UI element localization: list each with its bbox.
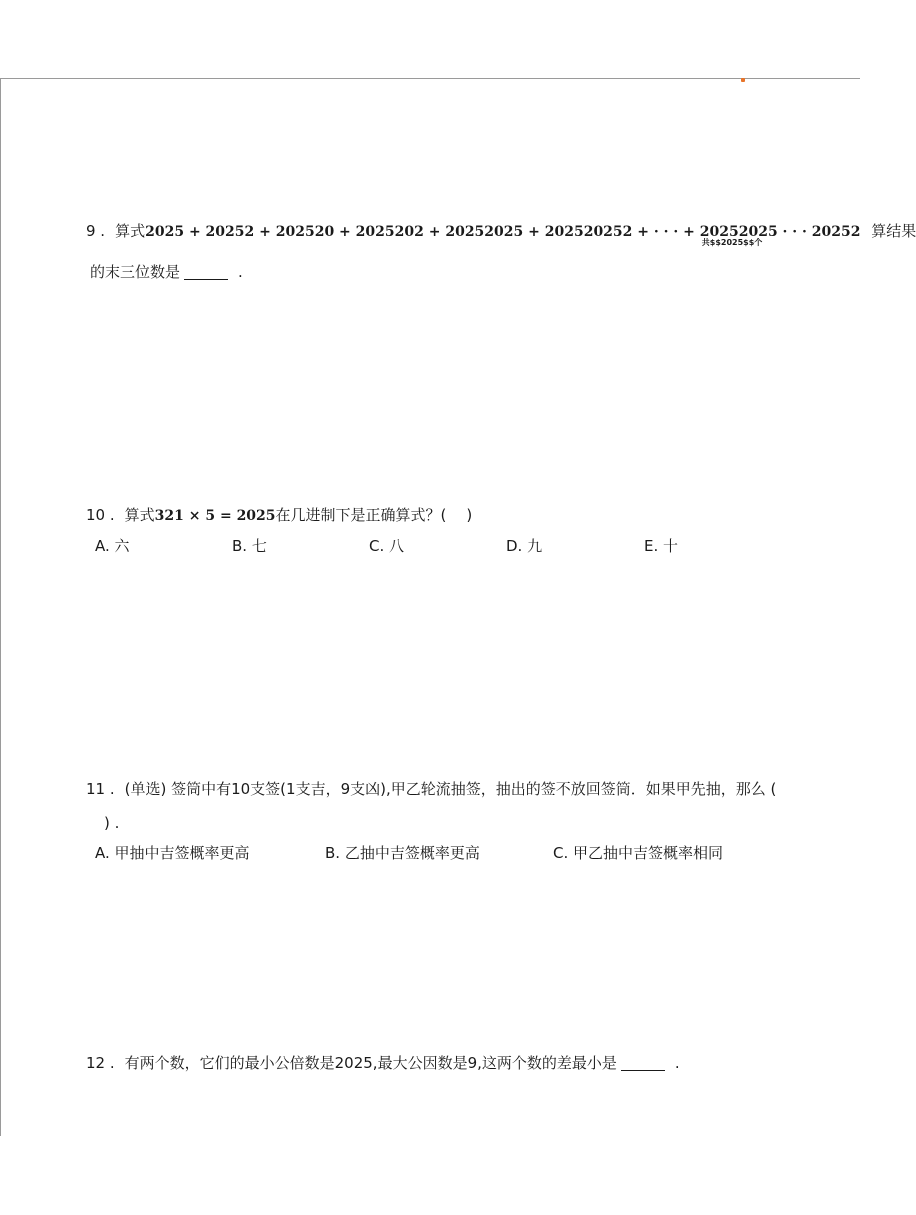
- question-12-end: .: [674, 1054, 680, 1072]
- question-number: 12 .: [86, 1054, 115, 1072]
- question-number: 10 .: [86, 506, 115, 524]
- question-11-line2-text: ) .: [104, 814, 120, 832]
- option-b[interactable]: B. 乙抽中吉签概率更高: [325, 844, 480, 862]
- question-10: [86, 505, 472, 526]
- question-9-suffix: 算结果: [871, 222, 916, 240]
- question-11-text: (单选) 签筒中有10支签(1支吉，9支凶),甲乙轮流抽签，抽出的签不放回签筒．如果甲先抽，那么 (: [124, 780, 777, 798]
- question-9-last-term-text: 20252025 · · · 20252: [699, 224, 861, 240]
- question-12-text: 有两个数，它们的最小公倍数是2025,最大公因数是9,这两个数的差最小是: [124, 1054, 617, 1072]
- option-c[interactable]: C. 甲乙抽中吉签概率相同: [553, 844, 724, 862]
- question-11-line2: [104, 813, 119, 833]
- question-9-expression: 2025 + 20252 + 202520 + 2025202 + 20252025 + 202520252 + · · · +: [145, 224, 700, 240]
- question-9-under-label: 共$$2025$$个: [701, 238, 763, 247]
- question-10-close: ): [466, 506, 473, 524]
- question-9-line1: [86, 221, 916, 247]
- question-number: 11 .: [86, 780, 115, 798]
- orange-mark: [741, 78, 745, 82]
- question-10-prefix: 算式: [124, 506, 155, 524]
- question-9-line2-text: 的末三位数是: [90, 263, 181, 281]
- option-e[interactable]: E. 十: [644, 537, 679, 555]
- option-a[interactable]: A. 甲抽中吉签概率更高: [95, 844, 250, 862]
- option-a[interactable]: A. 六: [95, 537, 130, 555]
- question-9-prefix: 算式: [115, 222, 146, 240]
- question-12: [86, 1053, 680, 1073]
- answer-blank[interactable]: [621, 1070, 665, 1071]
- option-d[interactable]: D. 九: [506, 537, 543, 555]
- option-c[interactable]: C. 八: [369, 537, 405, 555]
- question-9-line2: [90, 262, 243, 282]
- question-10-suffix: 在几进制下是正确算式？(: [275, 506, 447, 524]
- question-10-expression: 321 × 5 = 2025: [154, 508, 276, 524]
- question-9-end: .: [238, 263, 243, 281]
- page-left-border: [0, 78, 1, 1136]
- answer-blank[interactable]: [184, 279, 228, 280]
- page-top-border: [0, 78, 860, 79]
- question-9-last-term: [699, 221, 861, 247]
- question-number: 9 .: [86, 222, 106, 240]
- question-11-line1: [86, 779, 776, 799]
- option-b[interactable]: B. 七: [232, 537, 267, 555]
